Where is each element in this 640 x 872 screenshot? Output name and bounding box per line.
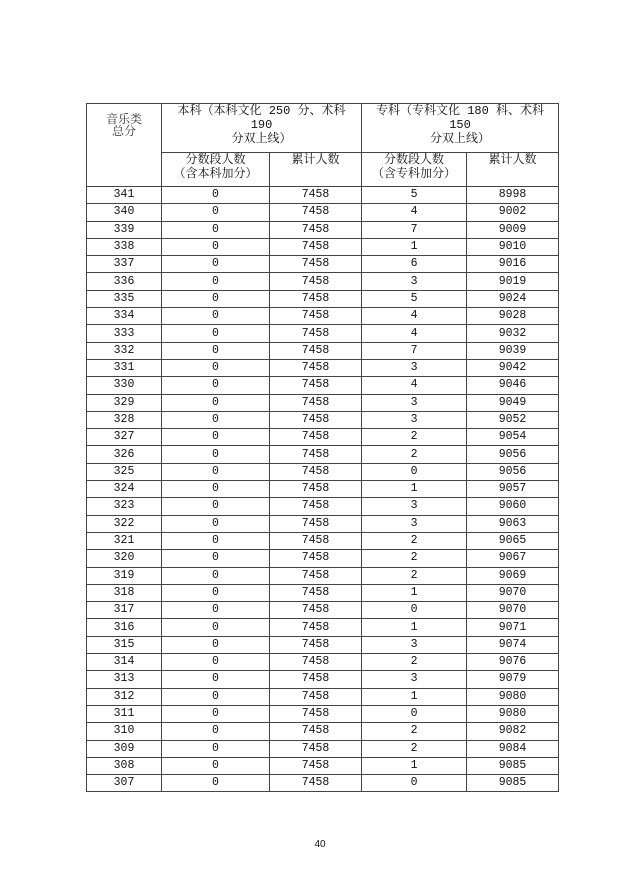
zhuanke-segment-cell: 1 bbox=[362, 757, 467, 774]
zhuanke-header-line1: 专科（专科文化 180 科、术科 bbox=[376, 104, 545, 118]
total-score-cell: 310 bbox=[87, 723, 162, 740]
table-row bbox=[87, 723, 559, 740]
table-row bbox=[87, 567, 559, 584]
zhuanke-segment-line2: （含专科加分） bbox=[372, 167, 457, 181]
benke-segment-cell: 0 bbox=[162, 377, 270, 394]
zhuanke-cumulative-cell: 9070 bbox=[467, 602, 559, 619]
benke-header bbox=[162, 104, 362, 153]
zhuanke-cumulative-cell: 9082 bbox=[467, 723, 559, 740]
table-row bbox=[87, 325, 559, 342]
zhuanke-segment-cell: 3 bbox=[362, 636, 467, 653]
benke-cumulative-cell: 7458 bbox=[270, 757, 362, 774]
zhuanke-segment-cell: 2 bbox=[362, 550, 467, 567]
benke-segment-cell: 0 bbox=[162, 688, 270, 705]
benke-cumulative-cell: 7458 bbox=[270, 308, 362, 325]
benke-segment-cell: 0 bbox=[162, 463, 270, 480]
zhuanke-segment-cell: 4 bbox=[362, 325, 467, 342]
table-row bbox=[87, 256, 559, 273]
benke-segment-cell: 0 bbox=[162, 325, 270, 342]
benke-segment-cell: 0 bbox=[162, 429, 270, 446]
total-score-cell: 318 bbox=[87, 584, 162, 601]
zhuanke-segment-cell: 7 bbox=[362, 221, 467, 238]
benke-cumulative-cell: 7458 bbox=[270, 429, 362, 446]
table-row bbox=[87, 688, 559, 705]
table-row bbox=[87, 429, 559, 446]
total-score-cell: 338 bbox=[87, 238, 162, 255]
table-row bbox=[87, 584, 559, 601]
benke-cumulative-cell: 7458 bbox=[270, 325, 362, 342]
table-row bbox=[87, 757, 559, 774]
total-score-cell: 326 bbox=[87, 446, 162, 463]
benke-cumulative-cell: 7458 bbox=[270, 515, 362, 532]
benke-cumulative-cell: 7458 bbox=[270, 619, 362, 636]
zhuanke-segment-cell: 1 bbox=[362, 688, 467, 705]
zhuanke-cumulative-cell: 9002 bbox=[467, 204, 559, 221]
zhuanke-segment-cell: 4 bbox=[362, 377, 467, 394]
benke-segment-cell: 0 bbox=[162, 359, 270, 376]
total-score-cell: 315 bbox=[87, 636, 162, 653]
zhuanke-header-line3: 分双上线） bbox=[430, 132, 491, 146]
table-row bbox=[87, 532, 559, 549]
header-row-top bbox=[87, 104, 559, 153]
benke-segment-cell: 0 bbox=[162, 498, 270, 515]
zhuanke-segment-cell: 3 bbox=[362, 515, 467, 532]
zhuanke-cumulative-header: 累计人数 bbox=[467, 153, 559, 187]
benke-segment-cell: 0 bbox=[162, 238, 270, 255]
benke-cumulative-cell: 7458 bbox=[270, 187, 362, 204]
zhuanke-cumulative-cell: 9049 bbox=[467, 394, 559, 411]
total-score-cell: 330 bbox=[87, 377, 162, 394]
zhuanke-segment-cell: 3 bbox=[362, 671, 467, 688]
benke-cumulative-cell: 7458 bbox=[270, 532, 362, 549]
benke-cumulative-cell: 7458 bbox=[270, 723, 362, 740]
benke-segment-cell: 0 bbox=[162, 775, 270, 792]
zhuanke-cumulative-cell: 9056 bbox=[467, 446, 559, 463]
table-row bbox=[87, 342, 559, 359]
zhuanke-cumulative-cell: 9054 bbox=[467, 429, 559, 446]
benke-cumulative-cell: 7458 bbox=[270, 273, 362, 290]
table-row bbox=[87, 498, 559, 515]
benke-cumulative-header: 累计人数 bbox=[270, 153, 362, 187]
total-score-cell: 333 bbox=[87, 325, 162, 342]
zhuanke-cumulative-cell: 9060 bbox=[467, 498, 559, 515]
zhuanke-segment-cell: 1 bbox=[362, 481, 467, 498]
table-row bbox=[87, 290, 559, 307]
benke-segment-cell: 0 bbox=[162, 256, 270, 273]
table-row bbox=[87, 619, 559, 636]
total-score-cell: 334 bbox=[87, 308, 162, 325]
zhuanke-cumulative-cell: 9065 bbox=[467, 532, 559, 549]
total-score-cell: 323 bbox=[87, 498, 162, 515]
zhuanke-cumulative-cell: 9076 bbox=[467, 654, 559, 671]
score-distribution-table bbox=[86, 103, 559, 792]
benke-cumulative-cell: 7458 bbox=[270, 775, 362, 792]
zhuanke-segment-cell: 4 bbox=[362, 204, 467, 221]
total-score-header-line1: 音乐类 bbox=[105, 113, 142, 127]
table-row bbox=[87, 515, 559, 532]
benke-cumulative-cell: 7458 bbox=[270, 446, 362, 463]
zhuanke-cumulative-cell: 9046 bbox=[467, 377, 559, 394]
zhuanke-cumulative-cell: 9063 bbox=[467, 515, 559, 532]
total-score-cell: 311 bbox=[87, 705, 162, 722]
total-score-cell: 341 bbox=[87, 187, 162, 204]
zhuanke-cumulative-cell: 9019 bbox=[467, 273, 559, 290]
table-row bbox=[87, 187, 559, 204]
zhuanke-segment-cell: 3 bbox=[362, 394, 467, 411]
total-score-cell: 309 bbox=[87, 740, 162, 757]
benke-cumulative-cell: 7458 bbox=[270, 481, 362, 498]
table-row bbox=[87, 481, 559, 498]
total-score-cell: 329 bbox=[87, 394, 162, 411]
benke-segment-cell: 0 bbox=[162, 290, 270, 307]
benke-cumulative-cell: 7458 bbox=[270, 290, 362, 307]
page-number: 40 bbox=[314, 839, 326, 850]
table-row bbox=[87, 308, 559, 325]
zhuanke-segment-cell: 3 bbox=[362, 498, 467, 515]
benke-segment-cell: 0 bbox=[162, 221, 270, 238]
table-row bbox=[87, 273, 559, 290]
total-score-cell: 332 bbox=[87, 342, 162, 359]
zhuanke-cumulative-cell: 9085 bbox=[467, 775, 559, 792]
zhuanke-cumulative-cell: 9071 bbox=[467, 619, 559, 636]
benke-segment-cell: 0 bbox=[162, 481, 270, 498]
zhuanke-segment-cell: 5 bbox=[362, 290, 467, 307]
total-score-cell: 308 bbox=[87, 757, 162, 774]
zhuanke-cumulative-cell: 9080 bbox=[467, 688, 559, 705]
benke-segment-cell: 0 bbox=[162, 602, 270, 619]
benke-segment-cell: 0 bbox=[162, 411, 270, 428]
benke-segment-cell: 0 bbox=[162, 584, 270, 601]
zhuanke-cumulative-cell: 9024 bbox=[467, 290, 559, 307]
benke-cumulative-cell: 7458 bbox=[270, 636, 362, 653]
benke-header-line3: 分双上线） bbox=[231, 132, 292, 146]
total-score-cell: 321 bbox=[87, 532, 162, 549]
benke-segment-cell: 0 bbox=[162, 342, 270, 359]
total-score-cell: 327 bbox=[87, 429, 162, 446]
table-row bbox=[87, 740, 559, 757]
benke-cumulative-cell: 7458 bbox=[270, 359, 362, 376]
zhuanke-segment-cell: 3 bbox=[362, 273, 467, 290]
zhuanke-segment-cell: 1 bbox=[362, 584, 467, 601]
benke-cumulative-cell: 7458 bbox=[270, 550, 362, 567]
benke-cumulative-cell: 7458 bbox=[270, 256, 362, 273]
zhuanke-cumulative-cell: 9074 bbox=[467, 636, 559, 653]
zhuanke-segment-line1: 分数段人数 bbox=[384, 153, 445, 167]
benke-segment-cell: 0 bbox=[162, 636, 270, 653]
zhuanke-cumulative-cell: 8998 bbox=[467, 187, 559, 204]
benke-cumulative-cell: 7458 bbox=[270, 394, 362, 411]
zhuanke-segment-cell: 0 bbox=[362, 705, 467, 722]
zhuanke-cumulative-cell: 9057 bbox=[467, 481, 559, 498]
benke-cumulative-cell: 7458 bbox=[270, 740, 362, 757]
total-score-cell: 317 bbox=[87, 602, 162, 619]
total-score-cell: 328 bbox=[87, 411, 162, 428]
benke-cumulative-cell: 7458 bbox=[270, 238, 362, 255]
total-score-cell: 325 bbox=[87, 463, 162, 480]
benke-segment-cell: 0 bbox=[162, 723, 270, 740]
benke-segment-cell: 0 bbox=[162, 204, 270, 221]
benke-segment-cell: 0 bbox=[162, 273, 270, 290]
benke-segment-cell: 0 bbox=[162, 740, 270, 757]
benke-segment-cell: 0 bbox=[162, 550, 270, 567]
benke-segment-cell: 0 bbox=[162, 308, 270, 325]
benke-segment-line1: 分数段人数 bbox=[185, 153, 246, 167]
table-row bbox=[87, 411, 559, 428]
total-score-cell: 339 bbox=[87, 221, 162, 238]
zhuanke-segment-cell: 2 bbox=[362, 567, 467, 584]
zhuanke-segment-cell: 1 bbox=[362, 619, 467, 636]
table-row bbox=[87, 204, 559, 221]
table-row bbox=[87, 463, 559, 480]
benke-segment-cell: 0 bbox=[162, 671, 270, 688]
total-score-cell: 307 bbox=[87, 775, 162, 792]
zhuanke-segment-cell: 3 bbox=[362, 411, 467, 428]
zhuanke-segment-cell: 6 bbox=[362, 256, 467, 273]
benke-cumulative-cell: 7458 bbox=[270, 567, 362, 584]
benke-segment-cell: 0 bbox=[162, 757, 270, 774]
zhuanke-segment-cell: 2 bbox=[362, 654, 467, 671]
table-row bbox=[87, 705, 559, 722]
zhuanke-segment-cell: 1 bbox=[362, 238, 467, 255]
benke-segment-line2: （含本科加分） bbox=[173, 167, 258, 181]
zhuanke-segment-cell: 7 bbox=[362, 342, 467, 359]
zhuanke-segment-cell: 0 bbox=[362, 775, 467, 792]
benke-cumulative-cell: 7458 bbox=[270, 602, 362, 619]
benke-cumulative-cell: 7458 bbox=[270, 584, 362, 601]
total-score-cell: 316 bbox=[87, 619, 162, 636]
benke-cumulative-cell: 7458 bbox=[270, 204, 362, 221]
benke-cumulative-cell: 7458 bbox=[270, 688, 362, 705]
zhuanke-segment-cell: 2 bbox=[362, 429, 467, 446]
table-row bbox=[87, 602, 559, 619]
zhuanke-segment-cell: 0 bbox=[362, 602, 467, 619]
table-row bbox=[87, 377, 559, 394]
zhuanke-segment-cell: 0 bbox=[362, 463, 467, 480]
total-score-cell: 319 bbox=[87, 567, 162, 584]
total-score-cell: 314 bbox=[87, 654, 162, 671]
benke-segment-cell: 0 bbox=[162, 532, 270, 549]
zhuanke-segment-cell: 2 bbox=[362, 532, 467, 549]
zhuanke-segment-count-header bbox=[362, 153, 467, 187]
zhuanke-cumulative-cell: 9084 bbox=[467, 740, 559, 757]
benke-segment-cell: 0 bbox=[162, 515, 270, 532]
zhuanke-cumulative-cell: 9028 bbox=[467, 308, 559, 325]
benke-segment-cell: 0 bbox=[162, 187, 270, 204]
table-row bbox=[87, 221, 559, 238]
total-score-cell: 322 bbox=[87, 515, 162, 532]
table-body bbox=[87, 187, 559, 792]
total-score-cell: 320 bbox=[87, 550, 162, 567]
table-row bbox=[87, 446, 559, 463]
zhuanke-header bbox=[362, 104, 559, 153]
zhuanke-cumulative-cell: 9079 bbox=[467, 671, 559, 688]
benke-cumulative-cell: 7458 bbox=[270, 498, 362, 515]
benke-segment-count-header bbox=[162, 153, 270, 187]
zhuanke-cumulative-cell: 9032 bbox=[467, 325, 559, 342]
benke-cumulative-cell: 7458 bbox=[270, 463, 362, 480]
benke-cumulative-cell: 7458 bbox=[270, 377, 362, 394]
zhuanke-cumulative-cell: 9070 bbox=[467, 584, 559, 601]
zhuanke-cumulative-cell: 9009 bbox=[467, 221, 559, 238]
benke-segment-cell: 0 bbox=[162, 654, 270, 671]
zhuanke-cumulative-cell: 9080 bbox=[467, 705, 559, 722]
zhuanke-segment-cell: 5 bbox=[362, 187, 467, 204]
benke-cumulative-cell: 7458 bbox=[270, 705, 362, 722]
zhuanke-cumulative-cell: 9042 bbox=[467, 359, 559, 376]
zhuanke-cumulative-cell: 9067 bbox=[467, 550, 559, 567]
table-row bbox=[87, 654, 559, 671]
table-row bbox=[87, 550, 559, 567]
table-row bbox=[87, 359, 559, 376]
benke-segment-cell: 0 bbox=[162, 619, 270, 636]
total-score-cell: 312 bbox=[87, 688, 162, 705]
benke-cumulative-cell: 7458 bbox=[270, 654, 362, 671]
total-score-header-line2: 总分 bbox=[111, 125, 136, 139]
benke-segment-cell: 0 bbox=[162, 394, 270, 411]
benke-cumulative-cell: 7458 bbox=[270, 671, 362, 688]
zhuanke-cumulative-cell: 9085 bbox=[467, 757, 559, 774]
zhuanke-cumulative-cell: 9052 bbox=[467, 411, 559, 428]
table-row bbox=[87, 394, 559, 411]
zhuanke-cumulative-cell: 9010 bbox=[467, 238, 559, 255]
total-score-cell: 335 bbox=[87, 290, 162, 307]
benke-header-line1: 本科（本科文化 250 分、术科 bbox=[177, 104, 346, 118]
table-row bbox=[87, 636, 559, 653]
zhuanke-cumulative-cell: 9056 bbox=[467, 463, 559, 480]
zhuanke-segment-cell: 2 bbox=[362, 446, 467, 463]
total-score-header bbox=[87, 104, 162, 187]
total-score-cell: 336 bbox=[87, 273, 162, 290]
benke-segment-cell: 0 bbox=[162, 705, 270, 722]
benke-header-line2: 190 bbox=[250, 118, 273, 132]
benke-cumulative-cell: 7458 bbox=[270, 411, 362, 428]
table-row bbox=[87, 775, 559, 792]
benke-cumulative-cell: 7458 bbox=[270, 221, 362, 238]
total-score-cell: 313 bbox=[87, 671, 162, 688]
benke-cumulative-cell: 7458 bbox=[270, 342, 362, 359]
total-score-cell: 337 bbox=[87, 256, 162, 273]
benke-segment-cell: 0 bbox=[162, 567, 270, 584]
total-score-cell: 324 bbox=[87, 481, 162, 498]
zhuanke-cumulative-cell: 9069 bbox=[467, 567, 559, 584]
total-score-cell: 340 bbox=[87, 204, 162, 221]
zhuanke-segment-cell: 2 bbox=[362, 740, 467, 757]
benke-segment-cell: 0 bbox=[162, 446, 270, 463]
zhuanke-cumulative-cell: 9039 bbox=[467, 342, 559, 359]
zhuanke-segment-cell: 4 bbox=[362, 308, 467, 325]
zhuanke-cumulative-cell: 9016 bbox=[467, 256, 559, 273]
zhuanke-header-line2: 150 bbox=[449, 118, 471, 132]
zhuanke-segment-cell: 2 bbox=[362, 723, 467, 740]
zhuanke-segment-cell: 3 bbox=[362, 359, 467, 376]
total-score-cell: 331 bbox=[87, 359, 162, 376]
table-row bbox=[87, 671, 559, 688]
table-row bbox=[87, 238, 559, 255]
